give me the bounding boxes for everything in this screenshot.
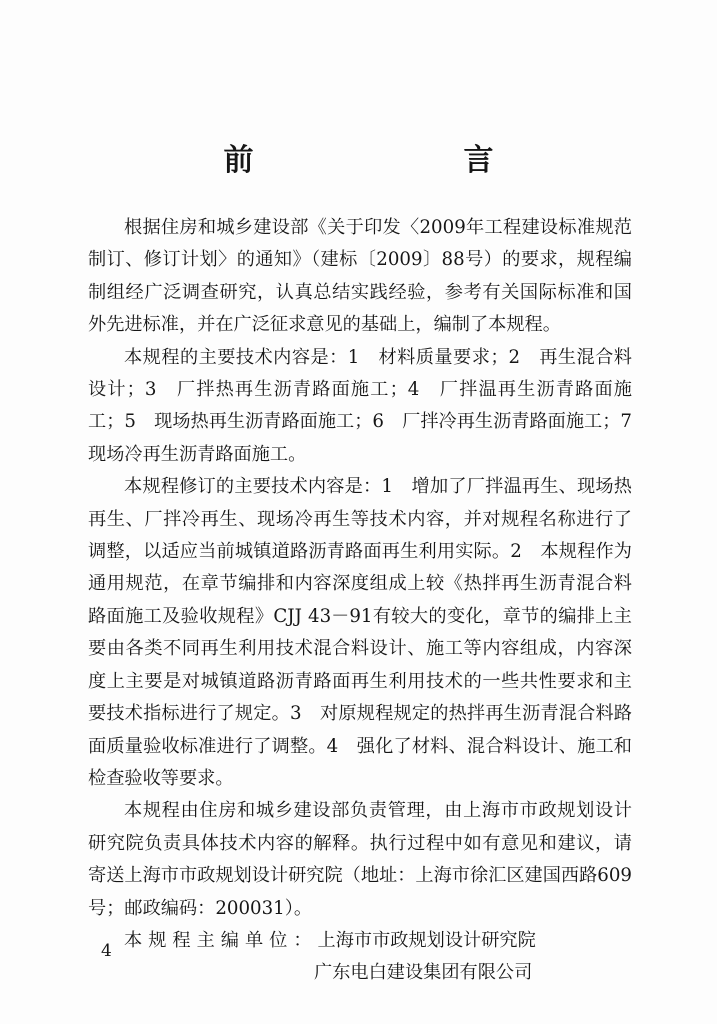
paragraph-main-content: 本规程的主要技术内容是：1 材料质量要求；2 再生混合料设计；3 厂拌热再生沥青路面施工；4 厂拌温再生沥青路面施工；5 现场热再生沥青路面施工；6 厂拌冷再生沥青路面施工；7 现场冷再生沥青路面施工。	[88, 346, 651, 465]
preface-body	[88, 212, 651, 990]
paragraph-revision-content: 本规程修订的主要技术内容是：1 增加了厂拌温再生、现场热再生、厂拌冷再生、现场冷再生等技术内容，并对规程名称进行了调整，以适应当前城镇道路沥青路面再生利用实际。2 本规程作为通用规范，在章节编排和内容深度组成上较《热拌再生沥青混合料路面施工及验收规程》CJJ 43－91有较大的变化，章节的编排上主要由各类不同再生利用技术混合料设计、施工等内容组成，内容深度上主要是对城镇道路沥青路面再生利用技术的一些共性要求和主要技术指标进行了规定。3 对原规程规定的热拌再生沥青混合料路面质量验收标准进行了调整。4 强化了材料、混合料设计、施工和检查验收等要求。	[88, 476, 632, 789]
chief-editor-label: 本规程主编单位：	[124, 929, 318, 951]
page-title: 前 言	[223, 143, 544, 178]
page-number: 4	[101, 941, 112, 961]
chief-editor-line	[88, 925, 632, 957]
chief-editor-unit-1: 上海市市政规划设计研究院	[317, 929, 536, 951]
chief-editor-unit-2: 广东电白建设集团有限公司	[314, 962, 533, 984]
paragraph-management: 本规程由住房和城乡建设部负责管理，由上海市市政规划设计研究院负责具体技术内容的解释。执行过程中如有意见和建议，请寄送上海市市政规划设计研究院（地址：上海市徐汇区建国西路609号；邮政编码：200031）。	[88, 800, 632, 919]
paragraph-background: 根据住房和城乡建设部《关于印发〈2009年工程建设标准规范制订、修订计划〉的通知》（建标〔2009〕88号）的要求，规程编制组经广泛调查研究，认真总结实践经验，参考有关国际标准和国外先进标准，并在广泛征求意见的基础上，编制了本规程。	[88, 217, 632, 336]
